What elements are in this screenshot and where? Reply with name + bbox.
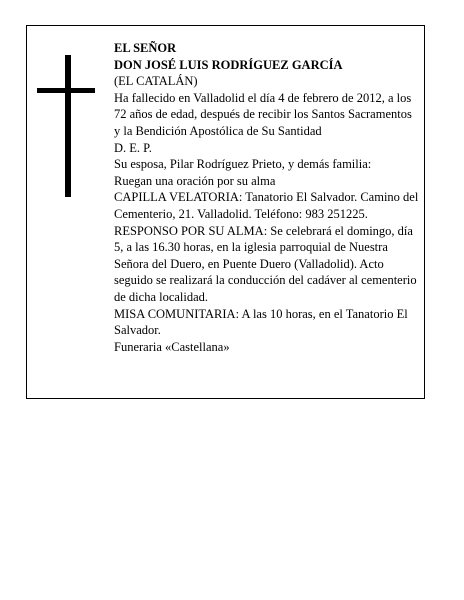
- deceased-name: DON JOSÉ LUIS RODRÍGUEZ GARCÍA: [114, 57, 343, 72]
- rest-in-peace: D. E. P.: [114, 140, 152, 155]
- community-mass: MISA COMUNITARIA: A las 10 horas, en el Tanatorio El Salvador.: [114, 306, 408, 338]
- title-line-1: EL SEÑOR: [114, 41, 177, 55]
- nickname: (EL CATALÁN): [114, 74, 198, 89]
- wake-chapel: CAPILLA VELATORIA: Tanatorio El Salvador. Camino del Cementerio, 21. Valladolid. Teléfono: 983 251225.: [114, 190, 419, 221]
- cross-horizontal-bar: [37, 88, 95, 93]
- death-announcement: Ha fallecido en Valladolid el día 4 de febrero de 2012, a los 72 años de edad, después de recibir los Santos Sacramentos y la Bendición Apostólica de Su Santidad: [114, 90, 412, 138]
- notice-text: [114, 40, 421, 355]
- family-line: Su esposa, Pilar Rodríguez Prieto, y demás familia:: [114, 157, 372, 172]
- cross-icon: [37, 55, 95, 197]
- cross-vertical-bar: [65, 55, 71, 197]
- obituary-notice: [26, 25, 425, 399]
- responsory: RESPONSO POR SU ALMA: Se celebrará el domingo, día 5, a las 16.30 horas, en la iglesia parroquial de Nuestra Señora del Duero, en Puente Duero (Valladolid). Acto seguido se realizará la conducción del cadáver al cementerio de dicha localidad.: [114, 223, 417, 304]
- prayer-request: Ruegan una oración por su alma: [114, 173, 276, 188]
- funeral-home: Funeraria «Castellana»: [114, 339, 230, 354]
